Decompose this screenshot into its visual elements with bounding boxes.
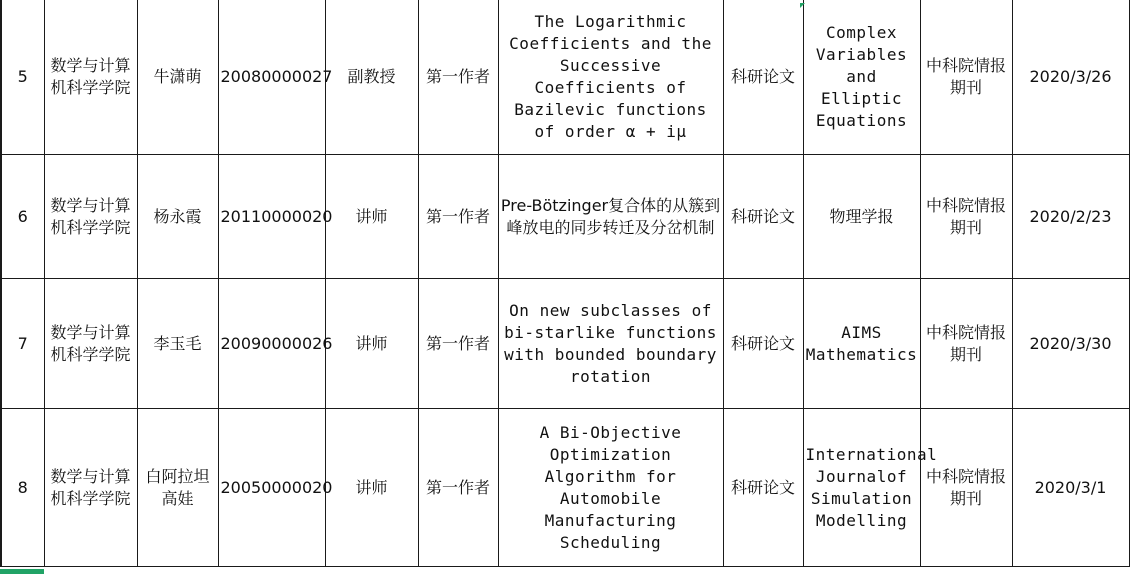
cell-source[interactable]: 中科院情报期刊 [920,409,1012,567]
cell-title[interactable]: 副教授 [325,0,418,155]
cell-date[interactable]: 2020/3/1 [1012,409,1129,567]
cell-journal[interactable]: 物理学报 [803,155,920,279]
cell-staff-id[interactable]: 20050000020 [218,409,325,567]
cell-name[interactable]: 李玉毛 [137,279,218,409]
cell-type[interactable]: 科研论文 [723,279,803,409]
table-row [1,409,1129,567]
cell-index[interactable]: 6 [1,155,44,279]
cell-staff-id[interactable]: 20110000020 [218,155,325,279]
cell-paper-title[interactable]: The Logarithmic Coefficients and the Successive Coefficients of Bazilevic functions of order α + iμ [498,0,723,155]
cell-college[interactable]: 数学与计算机科学学院 [44,409,137,567]
cell-college[interactable]: 数学与计算机科学学院 [44,279,137,409]
cell-paper-title[interactable]: Pre-Bötzinger复合体的从簇到峰放电的同步转迁及分岔机制 [498,155,723,279]
cell-index[interactable]: 7 [1,279,44,409]
cell-name[interactable]: 杨永霞 [137,155,218,279]
table-row [1,155,1129,279]
cell-staff-id[interactable]: 20080000027 [218,0,325,155]
cell-college[interactable]: 数学与计算机科学学院 [44,0,137,155]
cell-journal[interactable]: International Journalof Simulation Modelling [803,409,920,567]
cell-staff-id[interactable]: 20090000026 [218,279,325,409]
cell-index[interactable]: 8 [1,409,44,567]
cell-index[interactable]: 5 [1,0,44,155]
cell-date[interactable]: 2020/3/30 [1012,279,1129,409]
cell-paper-title[interactable]: A Bi-Objective Optimization Algorithm for Automobile Manufacturing Scheduling [498,409,723,567]
cell-title[interactable]: 讲师 [325,155,418,279]
cell-author-role[interactable]: 第一作者 [418,409,498,567]
cell-type[interactable]: 科研论文 [723,155,803,279]
cell-name[interactable]: 白阿拉坦高娃 [137,409,218,567]
cell-name[interactable]: 牛潇萌 [137,0,218,155]
selection-handle[interactable] [0,569,44,574]
cell-source[interactable]: 中科院情报期刊 [920,155,1012,279]
cell-source[interactable]: 中科院情报期刊 [920,0,1012,155]
cell-date[interactable]: 2020/3/26 [1012,0,1129,155]
cell-title[interactable]: 讲师 [325,279,418,409]
cell-type[interactable]: 科研论文 [723,0,803,155]
cell-date[interactable]: 2020/2/23 [1012,155,1129,279]
comment-indicator [800,3,805,8]
cell-source[interactable]: 中科院情报期刊 [920,279,1012,409]
cell-journal[interactable]: AIMS Mathematics [803,279,920,409]
cell-type[interactable]: 科研论文 [723,409,803,567]
cell-paper-title[interactable]: On new subclasses of bi-starlike functions with bounded boundary rotation [498,279,723,409]
cell-author-role[interactable]: 第一作者 [418,0,498,155]
table-row [1,279,1129,409]
table-row [1,0,1129,155]
cell-author-role[interactable]: 第一作者 [418,155,498,279]
cell-journal[interactable]: Complex Variables and Elliptic Equations [803,0,920,155]
cell-author-role[interactable]: 第一作者 [418,279,498,409]
cell-title[interactable]: 讲师 [325,409,418,567]
cell-college[interactable]: 数学与计算机科学学院 [44,155,137,279]
